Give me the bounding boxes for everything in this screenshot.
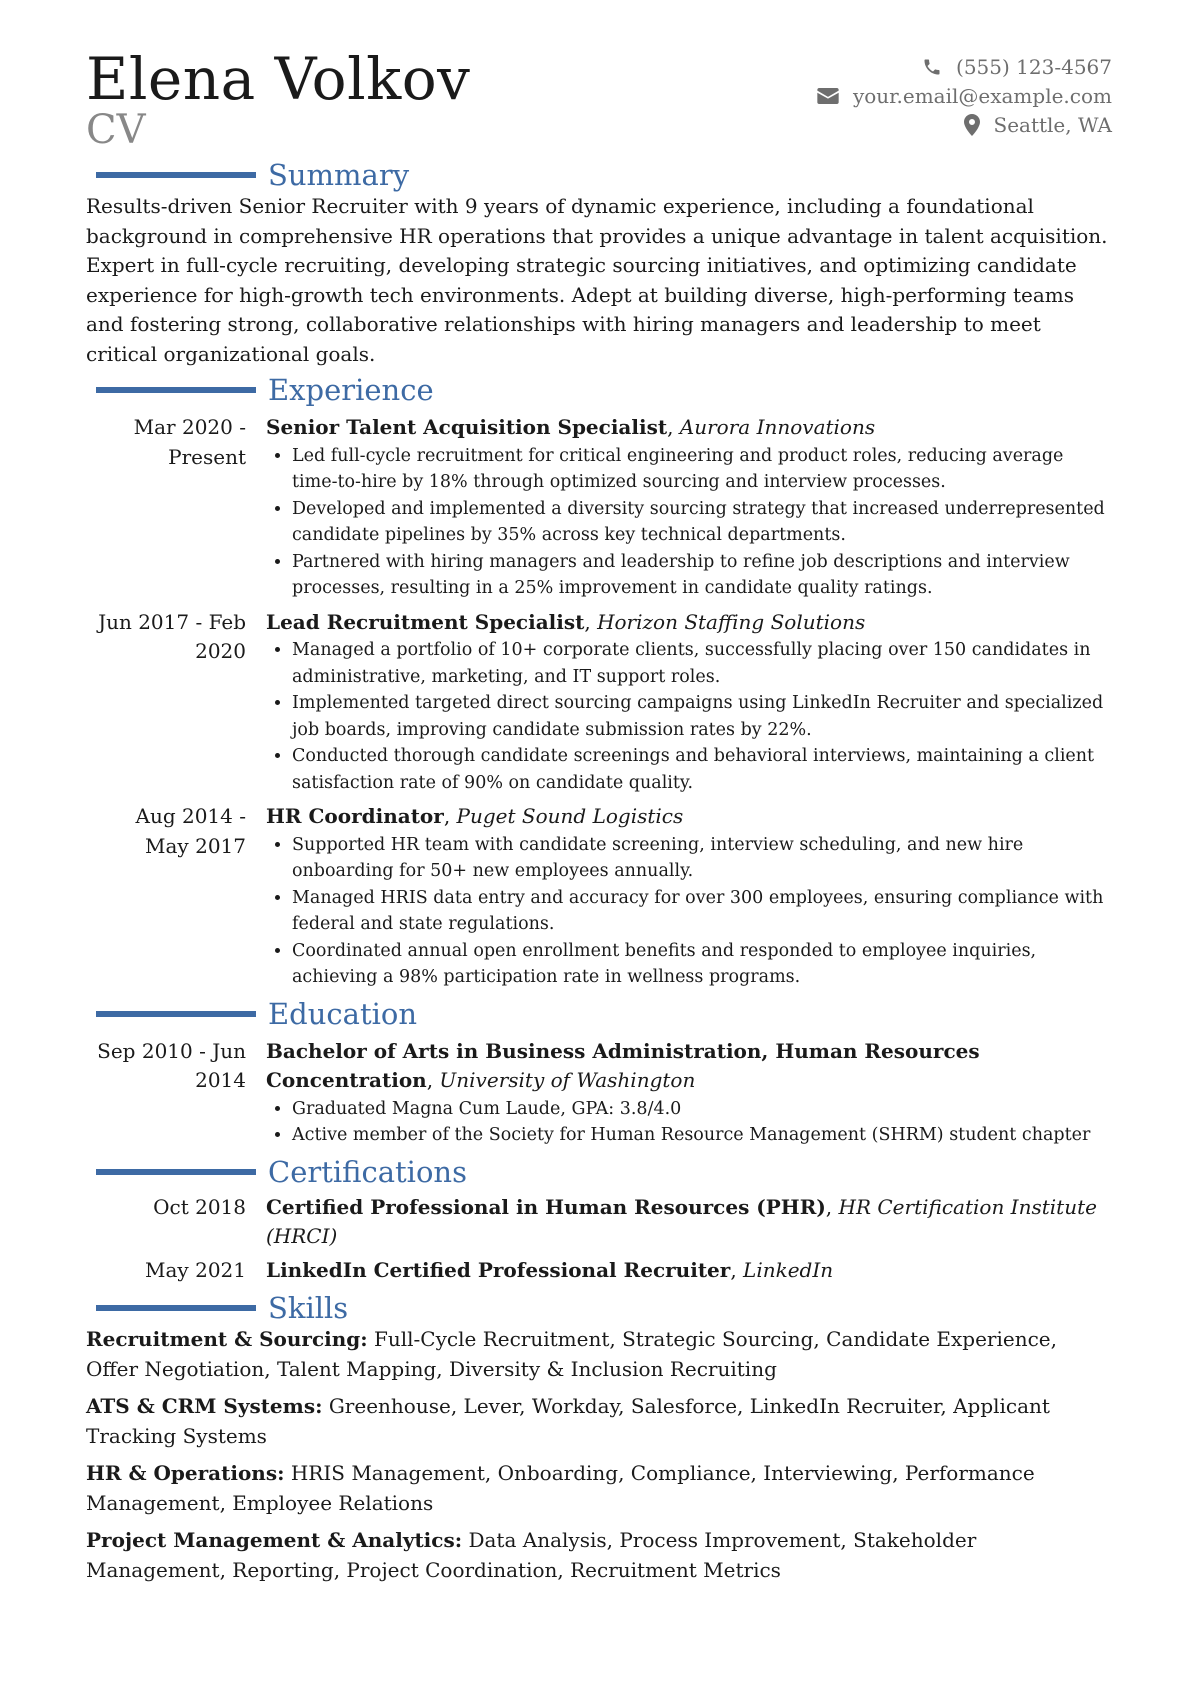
section-title-summary: Summary	[268, 158, 410, 192]
job-org: Aurora Innovations	[679, 415, 876, 439]
section-title-certifications: Certifications	[268, 1154, 467, 1189]
job-org: Puget Sound Logistics	[456, 804, 684, 828]
summary-heading	[86, 158, 1112, 192]
list-item: • Supported HR team with candidate screening, interview scheduling, and new hire onboarding for 50+ new employees annually.	[292, 832, 1112, 885]
degree: Bachelor of Arts in Business Administration, Human Resources Concentration	[266, 1038, 980, 1092]
entry-body	[266, 1193, 1112, 1252]
cv-page	[86, 45, 1112, 1585]
entry-title: HR Coordinator, Puget Sound Logistics	[266, 804, 684, 828]
skill-value: Full-Cycle Recruitment, Strategic Sourcing, Candidate Experience, Offer Negotiation, Talent Mapping, Diversity & Inclusion Recruiting	[86, 1327, 1057, 1381]
email-text: your.email@example.com	[852, 83, 1112, 108]
job-role: Lead Recruitment Specialist	[266, 609, 585, 634]
phone-text: (555) 123-4567	[956, 54, 1112, 79]
list-item: • Led full-cycle recruitment for critical engineering and product roles, reducing average time-to-hire by 18% through optimized sourcing and interview processes.	[292, 443, 1112, 496]
document-subtitle: CV	[86, 107, 146, 153]
entry-body	[266, 413, 1112, 602]
section-bar	[96, 387, 256, 393]
experience-entry	[86, 802, 1112, 991]
candidate-name: Elena Volkov	[86, 45, 471, 113]
list-item: • Conducted thorough candidate screenings and behavioral interviews, maintaining a client satisfaction rate of 90% on candidate quality.	[292, 743, 1112, 796]
section-title-experience: Experience	[268, 373, 434, 407]
skill-group	[86, 1325, 1112, 1384]
entry-title: Bachelor of Arts in Business Administration, Human Resources Concentration, University of Washington	[266, 1038, 980, 1092]
entry-date: Sep 2010 - Jun 2014	[97, 1038, 246, 1092]
list-item: • Managed HRIS data entry and accuracy for over 300 employees, ensuring compliance with federal and state regulations.	[292, 885, 1112, 938]
cv-header	[86, 45, 1112, 156]
bullet-list	[266, 832, 1112, 991]
experience-heading	[86, 373, 1112, 407]
section-bar	[96, 1169, 256, 1175]
experience-entry	[86, 608, 1112, 797]
school: University of Washington	[439, 1068, 696, 1092]
list-item: • Graduated Magna Cum Laude, GPA: 3.8/4.0	[292, 1096, 1112, 1123]
contact-block	[817, 52, 1112, 139]
cert-name: Certified Professional in Human Resources (PHR)	[266, 1194, 826, 1219]
location-text: Seattle, WA	[993, 112, 1112, 137]
skill-label: HR & Operations:	[86, 1461, 285, 1485]
cert-name: LinkedIn Certified Professional Recruiter	[266, 1257, 731, 1282]
cert-issuer: HR Certification Institute (HRCI)	[266, 1194, 1097, 1248]
skill-group	[86, 1392, 1112, 1451]
section-title-education: Education	[268, 996, 418, 1031]
entry-date: Oct 2018	[153, 1194, 246, 1219]
skill-value: Data Analysis, Process Improvement, Stakeholder Management, Reporting, Project Coordination, Recruitment Metrics	[86, 1528, 977, 1582]
job-role: Senior Talent Acquisition Specialist	[266, 415, 668, 439]
contact-email[interactable]	[817, 81, 1112, 110]
phone-icon	[922, 57, 942, 77]
entry-date: Mar 2020 - Present	[133, 415, 246, 469]
skill-label: Project Management & Analytics:	[86, 1528, 463, 1552]
map-pin-icon	[964, 114, 980, 136]
skill-group	[86, 1459, 1112, 1518]
list-item: • Implemented targeted direct sourcing campaigns using LinkedIn Recruiter and specialized job boards, improving candidate submission rates by 22%.	[292, 690, 1112, 743]
entry-title: Lead Recruitment Specialist, Horizon Staffing Solutions	[266, 609, 866, 634]
skill-group	[86, 1526, 1112, 1585]
entry-body	[266, 802, 1112, 991]
entry-body	[266, 1256, 1112, 1286]
list-item: • Coordinated annual open enrollment benefits and responded to employee inquiries, achieving a 98% participation rate in wellness programs.	[292, 938, 1112, 991]
skill-label: ATS & CRM Systems:	[86, 1394, 323, 1418]
cert-issuer: LinkedIn	[743, 1257, 834, 1282]
certifications-heading	[86, 1155, 1112, 1189]
entry-title: LinkedIn Certified Professional Recruiter, LinkedIn	[266, 1257, 834, 1282]
entry-date: May 2021	[145, 1257, 246, 1282]
skill-value: Greenhouse, Lever, Workday, Salesforce, LinkedIn Recruiter, Applicant Tracking Systems	[86, 1394, 1050, 1448]
certification-entry	[86, 1256, 1112, 1286]
list-item: • Partnered with hiring managers and leadership to refine job descriptions and interview processes, resulting in a 25% improvement in candidate quality ratings.	[292, 549, 1112, 602]
list-item: • Managed a portfolio of 10+ corporate clients, successfully placing over 150 candidates in administrative, marketing, and IT support roles.	[292, 637, 1112, 690]
skill-value: HRIS Management, Onboarding, Compliance, Interviewing, Performance Management, Employee Relations	[86, 1461, 1035, 1515]
bullet-list	[266, 443, 1112, 602]
list-item: • Developed and implemented a diversity sourcing strategy that increased underrepresented candidate pipelines by 35% across key technical departments.	[292, 496, 1112, 549]
section-title-skills: Skills	[268, 1291, 349, 1325]
entry-body	[266, 608, 1112, 797]
certification-entry	[86, 1193, 1112, 1252]
job-role: HR Coordinator	[266, 804, 444, 828]
list-item: • Active member of the Society for Human Resource Management (SHRM) student chapter	[292, 1122, 1112, 1149]
entry-title: Certified Professional in Human Resources (PHR), HR Certification Institute (HRCI)	[266, 1194, 1097, 1248]
section-bar	[96, 1011, 256, 1017]
experience-entry	[86, 413, 1112, 602]
entry-date: Aug 2014 - May 2017	[135, 804, 246, 858]
contact-location	[817, 110, 1112, 139]
skill-label: Recruitment & Sourcing:	[86, 1327, 368, 1351]
job-org: Horizon Staffing Solutions	[597, 609, 866, 634]
contact-phone[interactable]	[817, 52, 1112, 81]
bullet-list	[266, 1096, 1112, 1149]
summary-text: Results-driven Senior Recruiter with 9 years of dynamic experience, including a foundational background in comprehensive HR operations that provides a unique advantage in talent acquisition. Expert in full-cycle recruiting, developing strategic sourcing initiatives, and optimizing candidate experience for high-growth tech environments. Adept at building diverse, high-performing teams and fostering strong, collaborative relationships with hiring managers and leadership to meet critical organizational goals.	[86, 194, 1108, 366]
entry-title: Senior Talent Acquisition Specialist, Aurora Innovations	[266, 415, 876, 439]
education-entry	[86, 1037, 1112, 1149]
envelope-icon	[817, 88, 839, 104]
entry-date: Jun 2017 - Feb 2020	[98, 609, 246, 663]
skills-heading	[86, 1291, 1112, 1325]
entry-body	[266, 1037, 1112, 1149]
section-bar	[96, 1305, 256, 1311]
bullet-list	[266, 637, 1112, 796]
section-bar	[96, 172, 256, 178]
education-heading	[86, 997, 1112, 1031]
